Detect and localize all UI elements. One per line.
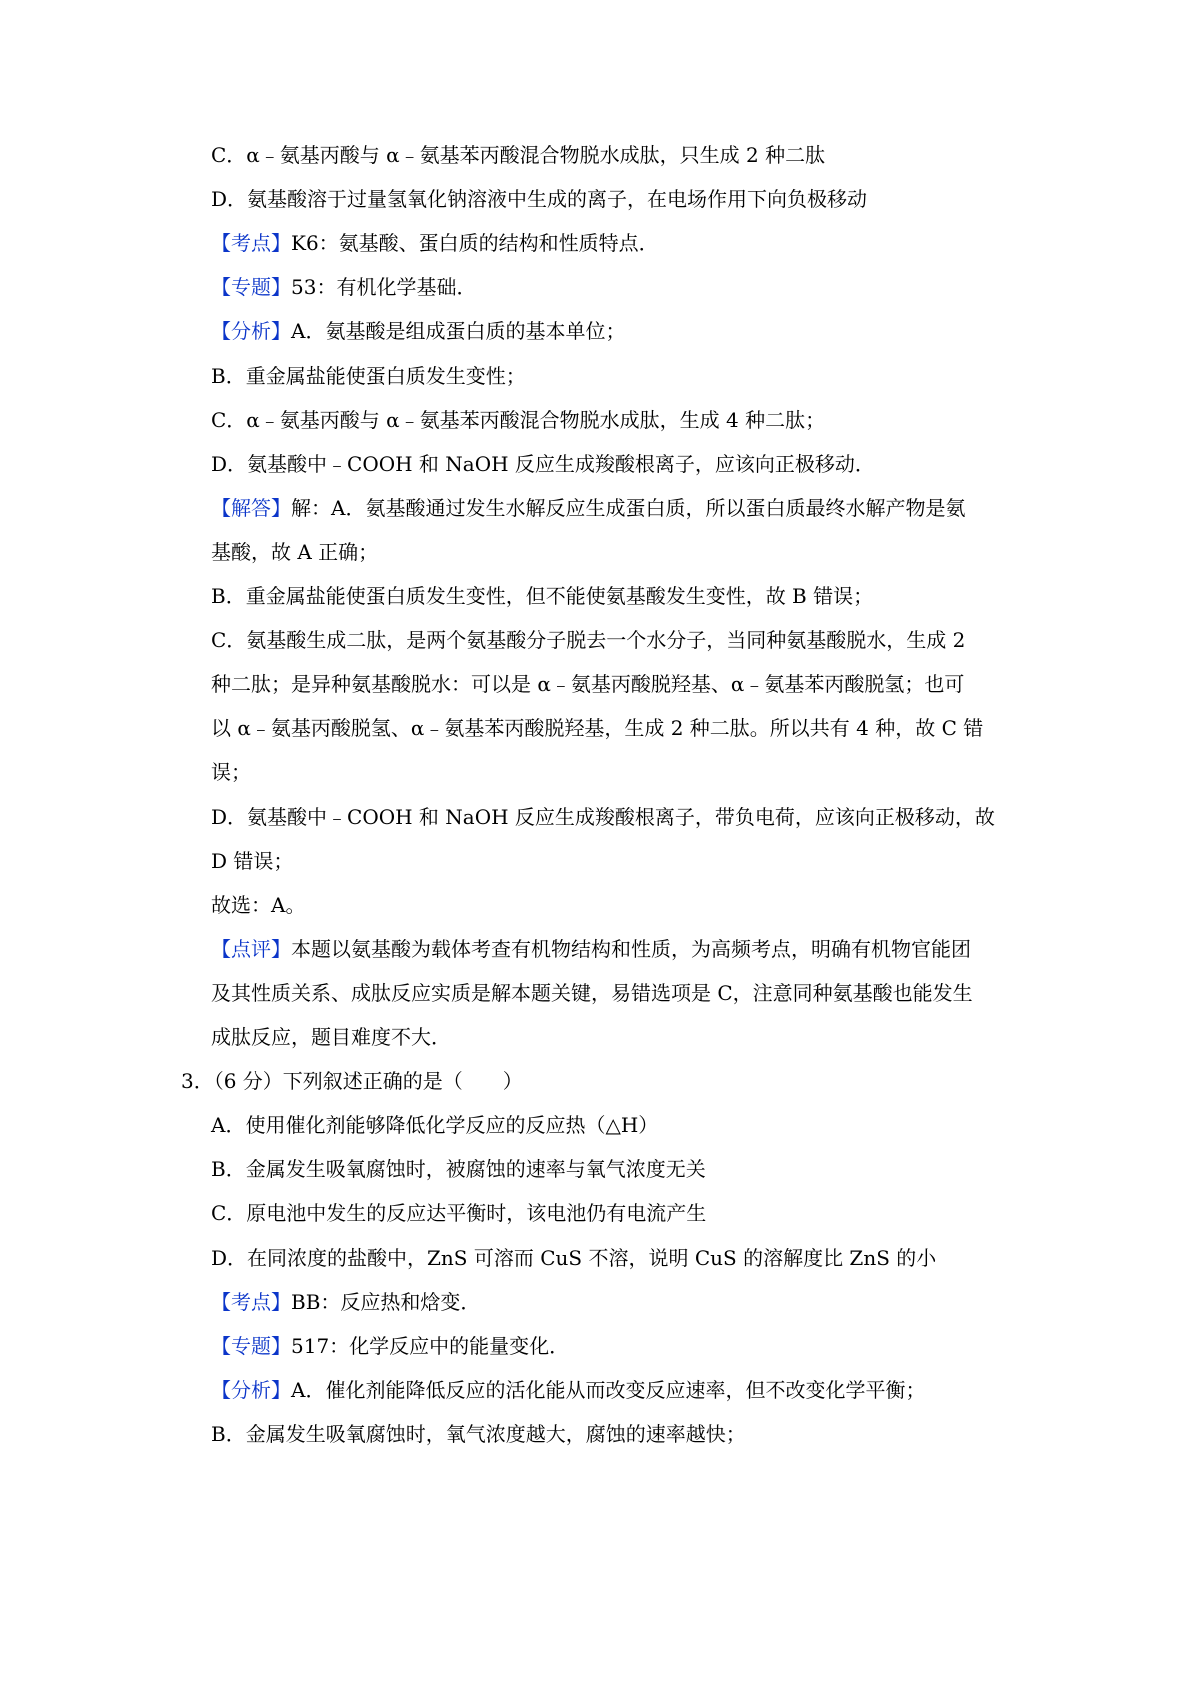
line-text: D．氨基酸中﹣COOH 和 NaOH 反应生成羧酸根离子，带负电荷，应该向正极移动，故	[211, 804, 995, 829]
line-text: C．原电池中发生的反应达平衡时，该电池仍有电流产生	[211, 1201, 707, 1226]
text-line	[211, 714, 983, 742]
text-line	[211, 450, 875, 478]
line-text: C．氨基酸生成二肽，是两个氨基酸分子脱去一个水分子，当同种氨基酸脱水，生成 2	[211, 628, 966, 653]
text-line	[211, 1023, 451, 1051]
text-line	[211, 362, 526, 390]
section-tag: 【专题】	[211, 1333, 291, 1358]
text-line	[211, 803, 995, 831]
text-line	[211, 317, 625, 345]
line-text: 以 α﹣氨基丙酸脱氢、α﹣氨基苯丙酸脱羟基，生成 2 种二肽。所以共有 4 种，故 C 错	[211, 716, 984, 741]
text-line	[211, 626, 965, 654]
text-line	[211, 758, 251, 786]
text-line	[211, 185, 867, 213]
line-text: 3．（6 分）下列叙述正确的是（ ）	[181, 1069, 523, 1094]
text-line	[211, 406, 825, 434]
text-line	[211, 847, 293, 875]
line-text: 本题以氨基酸为载体考查有机物结构和性质，为高频考点，明确有机物官能团	[291, 936, 971, 961]
section-tag: 【解答】	[211, 495, 291, 520]
text-line	[211, 1244, 936, 1272]
line-text: 解：A．氨基酸通过发生水解反应生成蛋白质，所以蛋白质最终水解产物是氨	[291, 495, 966, 520]
text-line	[211, 1420, 746, 1448]
text-line	[211, 670, 964, 698]
section-tag: 【考点】	[211, 1289, 291, 1314]
line-text: C．α﹣氨基丙酸与 α﹣氨基苯丙酸混合物脱水成肽，只生成 2 种二肽	[211, 143, 826, 167]
line-text: 517：化学反应中的能量变化．	[291, 1333, 570, 1358]
text-line	[211, 891, 305, 919]
section-tag: 【点评】	[211, 936, 291, 961]
section-tag: 【分析】	[211, 1377, 291, 1402]
line-text: B．金属发生吸氧腐蚀时，氧气浓度越大，腐蚀的速率越快；	[211, 1421, 746, 1446]
text-line	[211, 935, 971, 963]
text-line	[211, 494, 965, 522]
text-line	[211, 229, 659, 257]
line-text: B．金属发生吸氧腐蚀时，被腐蚀的速率与氧气浓度无关	[211, 1157, 706, 1182]
text-line	[211, 1332, 569, 1360]
line-text: 成肽反应，题目难度不大．	[211, 1025, 451, 1049]
line-text: D．氨基酸溶于过量氢氧化钠溶液中生成的离子，在电场作用下向负极移动	[211, 187, 868, 212]
text-line	[211, 1111, 658, 1139]
line-text: A．氨基酸是组成蛋白质的基本单位；	[291, 319, 626, 344]
line-text: A．催化剂能降低反应的活化能从而改变反应速率，但不改变化学平衡；	[291, 1377, 926, 1402]
section-tag: 【考点】	[211, 231, 291, 256]
text-line	[211, 979, 973, 1007]
section-tag: 【分析】	[211, 319, 291, 344]
line-text: 53：有机化学基础．	[291, 275, 477, 300]
line-text: C．α﹣氨基丙酸与 α﹣氨基苯丙酸混合物脱水成肽，生成 4 种二肽；	[211, 407, 826, 432]
section-tag: 【专题】	[211, 275, 291, 300]
question-line	[181, 1067, 523, 1095]
text-line	[211, 538, 378, 566]
text-line	[211, 582, 873, 610]
text-line	[211, 1288, 480, 1316]
line-text: BB：反应热和焓变．	[291, 1289, 481, 1314]
line-text: 误；	[211, 760, 251, 785]
text-line	[211, 1199, 706, 1227]
line-text: 及其性质关系、成肽反应实质是解本题关键，易错选项是 C，注意同种氨基酸也能发生	[211, 980, 973, 1005]
line-text: A．使用催化剂能够降低化学反应的反应热（△H）	[211, 1113, 659, 1138]
line-text: B．重金属盐能使蛋白质发生变性，但不能使氨基酸发生变性，故 B 错误；	[211, 584, 874, 608]
line-text: B．重金属盐能使蛋白质发生变性；	[211, 363, 526, 388]
text-line	[211, 1376, 925, 1404]
line-text: 基酸，故 A 正确；	[211, 539, 379, 564]
line-text: 种二肽；是异种氨基酸脱水：可以是 α﹣氨基丙酸脱羟基、α﹣氨基苯丙酸脱氢；也可	[211, 672, 965, 697]
line-text: 故选：A。	[211, 892, 306, 917]
line-text: D．在同浓度的盐酸中，ZnS 可溶而 CuS 不溶，说明 CuS 的溶解度比 ZnS 的小	[211, 1245, 937, 1270]
line-text: D 错误；	[211, 848, 294, 873]
line-text: K6：氨基酸、蛋白质的结构和性质特点．	[291, 231, 659, 256]
text-line	[211, 141, 825, 169]
text-line	[211, 273, 476, 301]
line-text: D．氨基酸中﹣COOH 和 NaOH 反应生成羧酸根离子，应该向正极移动．	[211, 451, 875, 476]
text-line	[211, 1155, 706, 1183]
